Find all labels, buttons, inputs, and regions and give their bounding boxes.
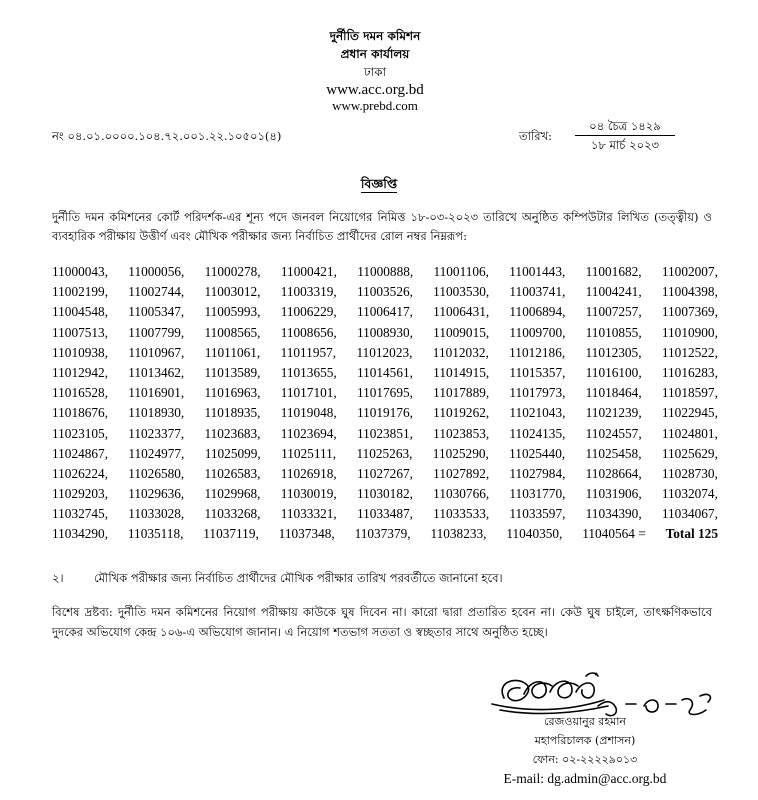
roll-number: 11005347, bbox=[128, 304, 185, 320]
roll-number: 11010855, bbox=[585, 324, 642, 340]
roll-number: 11024977, bbox=[128, 445, 185, 461]
signatory-designation: মহাপরিচালক (প্রশাসন) bbox=[534, 734, 636, 747]
roll-number: 11013589, bbox=[204, 364, 261, 380]
roll-number: 11000421, bbox=[280, 264, 337, 279]
roll-row bbox=[52, 323, 718, 343]
roll-number: 11003741, bbox=[509, 284, 566, 300]
roll-number: 11021239, bbox=[585, 405, 642, 421]
roll-number: 11007513, bbox=[52, 324, 109, 340]
signatory-email: E-mail: dg.admin@acc.org.bd bbox=[503, 771, 667, 786]
roll-number: 11002744, bbox=[128, 284, 185, 300]
website-prebd: www.prebd.com bbox=[332, 98, 418, 113]
notice-title: বিজ্ঞপ্তি bbox=[360, 176, 398, 191]
roll-number: 11024801, bbox=[661, 425, 718, 441]
roll-number: 11007257, bbox=[585, 304, 642, 320]
roll-number: 11024867, bbox=[52, 445, 109, 461]
roll-number: 11009015, bbox=[433, 324, 490, 340]
roll-number: 11024557, bbox=[585, 425, 642, 441]
roll-number: 11030182, bbox=[356, 486, 413, 502]
roll-number: 11023377, bbox=[128, 425, 185, 441]
roll-number: 11012942, bbox=[52, 364, 109, 380]
roll-number: 11003012, bbox=[204, 284, 261, 300]
roll-number: 11023105, bbox=[52, 425, 109, 441]
roll-number: 11019262, bbox=[433, 405, 490, 421]
roll-number: 11007799, bbox=[128, 324, 185, 340]
roll-number: 11034390, bbox=[585, 506, 642, 522]
date-label: তারিখ: bbox=[519, 129, 553, 143]
roll-number: 11025629, bbox=[661, 445, 718, 461]
roll-number: 11026918, bbox=[280, 465, 337, 481]
special-note: বিশেষ দ্রষ্টব্য: দুর্নীতি দমন কমিশনের নিয়োগ পরীক্ষায় কাউকে ঘুষ দিবেন না। কারো দ্বারা প্রতারিত হবেন না। কেউ ঘুষ চাইলে, তাৎক্ষণিকভাবে দুদকের অভিযোগ কেন্দ্র ১০৬-এ অভিযোগ জানান। এ নিয়োগ শতভাগ সততা ও স্বচ্ছতার সাথে অনুষ্ঠিত হচ্ছে। bbox=[52, 605, 712, 639]
roll-number: 11027984, bbox=[509, 465, 566, 481]
roll-number: 11023683, bbox=[204, 425, 261, 441]
roll-number: 11025440, bbox=[509, 445, 566, 461]
roll-number: 11010938, bbox=[52, 344, 109, 360]
roll-number: 11031770, bbox=[509, 486, 566, 502]
date-bangla: ০৪ চৈত্র ১৪২৯ bbox=[575, 117, 675, 136]
roll-number: 11012186, bbox=[509, 344, 566, 360]
roll-number: 11003530, bbox=[433, 284, 490, 300]
roll-row bbox=[52, 403, 718, 423]
signatory-block bbox=[455, 712, 715, 788]
roll-number: 11013462, bbox=[128, 364, 185, 380]
roll-number: 11016963, bbox=[204, 385, 261, 401]
roll-number: 11023694, bbox=[280, 425, 337, 441]
intro-paragraph: দুর্নীতি দমন কমিশনের কোর্ট পরিদর্শক-এর শূন্য পদে জনবল নিয়োগের নিমিত্ত ১৮-০৩-২০২৩ তারিখে অনুষ্ঠিত কম্পিউটার লিখিত (তত্ত্বীয়) ও ব্যবহারিক পরীক্ষায় উত্তীর্ণ এবং মৌখিক পরীক্ষার জন্য নির্বাচিত প্রার্থীদের রোল নম্বর নিম্নরূপ: bbox=[52, 210, 712, 243]
roll-number: 11017695, bbox=[356, 385, 413, 401]
roll-number: 11007369, bbox=[661, 304, 718, 320]
roll-row bbox=[52, 302, 718, 322]
roll-number: 11015357, bbox=[509, 364, 566, 380]
roll-number: 11000278, bbox=[204, 264, 261, 279]
roll-number: 11018930, bbox=[128, 405, 185, 421]
roll-row bbox=[52, 383, 718, 403]
roll-number: 11037379, bbox=[354, 526, 411, 542]
roll-number: 11003526, bbox=[356, 284, 413, 300]
roll-number: 11017973, bbox=[509, 385, 566, 401]
roll-number: 11029968, bbox=[204, 486, 261, 502]
roll-number: 11038233, bbox=[430, 526, 487, 542]
roll-number: 11006894, bbox=[509, 304, 566, 320]
roll-number: 11008930, bbox=[356, 324, 413, 340]
roll-number: 11012522, bbox=[661, 344, 718, 360]
roll-number: 11008565, bbox=[204, 324, 261, 340]
roll-number: 11037348, bbox=[278, 526, 335, 542]
roll-number: 11006229, bbox=[280, 304, 337, 320]
roll-number: 11012023, bbox=[356, 344, 413, 360]
roll-number: 11011957, bbox=[280, 344, 337, 360]
roll-number: 11019176, bbox=[356, 405, 413, 421]
roll-number: 11018935, bbox=[204, 405, 261, 421]
roll-number: 11016100, bbox=[585, 364, 642, 380]
website-acc: www.acc.org.bd bbox=[326, 82, 424, 98]
roll-row bbox=[52, 262, 718, 282]
roll-number: 11026583, bbox=[204, 465, 261, 481]
roll-number: 11004241, bbox=[585, 284, 642, 300]
roll-number: 11032074, bbox=[661, 486, 718, 502]
office-name: প্রধান কার্যালয় bbox=[340, 47, 410, 61]
roll-number: 11004398, bbox=[661, 284, 718, 300]
point-2-text: মৌখিক পরীক্ষার জন্য নির্বাচিত প্রার্থীদের মৌখিক পরীক্ষার তারিখ পরবর্তীতে জানানো হবে। bbox=[94, 571, 503, 585]
roll-number: 11002199, bbox=[52, 284, 109, 300]
roll-row bbox=[52, 504, 718, 524]
memo-date bbox=[575, 117, 675, 155]
roll-number: 11033321, bbox=[280, 506, 337, 522]
roll-number: 11016528, bbox=[52, 385, 109, 401]
roll-number-list bbox=[52, 262, 718, 545]
roll-number: 11032745, bbox=[52, 506, 109, 522]
signatory-phone: ফোন: ০২-২২২২৯০১৩ bbox=[532, 753, 638, 766]
roll-number: 11011061, bbox=[204, 344, 261, 360]
roll-number: 11004548, bbox=[52, 304, 109, 320]
org-name: দুর্নীতি দমন কমিশন bbox=[329, 29, 421, 43]
roll-number: 11024135, bbox=[509, 425, 566, 441]
roll-number: 11013655, bbox=[280, 364, 337, 380]
roll-row bbox=[52, 424, 718, 444]
roll-number: 11023853, bbox=[433, 425, 490, 441]
roll-number: 11000888, bbox=[357, 264, 414, 279]
roll-number: 11016901, bbox=[128, 385, 185, 401]
roll-number: 11033028, bbox=[128, 506, 185, 522]
roll-number: 11017889, bbox=[433, 385, 490, 401]
roll-number: 11000056, bbox=[128, 264, 185, 279]
roll-row bbox=[52, 343, 718, 363]
roll-number: 11017101, bbox=[280, 385, 337, 401]
roll-number: 11021043, bbox=[509, 405, 566, 421]
roll-row bbox=[52, 282, 718, 302]
roll-number: 11033597, bbox=[509, 506, 566, 522]
roll-number: 11006431, bbox=[433, 304, 490, 320]
roll-number: 11028730, bbox=[661, 465, 718, 481]
roll-number: 11002007, bbox=[661, 264, 718, 279]
signatory-name: রেজওয়ানুর রহমান bbox=[544, 715, 626, 728]
roll-number: 11025263, bbox=[356, 445, 413, 461]
point-2-number: ২। bbox=[52, 571, 64, 585]
roll-number: 11033533, bbox=[433, 506, 490, 522]
roll-number: 11000043, bbox=[52, 264, 109, 279]
roll-number: 11025290, bbox=[432, 445, 489, 461]
roll-number: 11014561, bbox=[356, 364, 413, 380]
roll-number: 11019048, bbox=[280, 405, 337, 421]
roll-number: 11001682, bbox=[585, 264, 642, 279]
roll-number: 11001443, bbox=[509, 264, 566, 279]
roll-number: 11027892, bbox=[433, 465, 490, 481]
roll-number: 11012032, bbox=[432, 344, 489, 360]
roll-number: 11025099, bbox=[204, 445, 261, 461]
roll-number: 11014915, bbox=[433, 364, 490, 380]
roll-number: 11025458, bbox=[585, 445, 642, 461]
roll-number: 11030019, bbox=[280, 486, 337, 502]
roll-row bbox=[52, 444, 718, 464]
point-2 bbox=[52, 570, 712, 589]
roll-number: 11035118, bbox=[127, 526, 184, 542]
roll-number: 11033487, bbox=[356, 506, 413, 522]
roll-number: 11029203, bbox=[52, 486, 109, 502]
roll-number: 11012305, bbox=[585, 344, 642, 360]
roll-number: 11023851, bbox=[356, 425, 413, 441]
city-name: ঢাকা bbox=[363, 65, 387, 79]
roll-number: 11027267, bbox=[356, 465, 413, 481]
roll-number: 11018676, bbox=[52, 405, 109, 421]
roll-number: 11029636, bbox=[128, 486, 185, 502]
roll-row bbox=[52, 464, 718, 484]
roll-number: 11022945, bbox=[661, 405, 718, 421]
roll-number: 11008656, bbox=[280, 324, 337, 340]
date-english: ১৮ মার্চ ২০২৩ bbox=[590, 138, 660, 152]
notice-title-wrap bbox=[0, 176, 758, 196]
roll-number: 11001106, bbox=[433, 264, 490, 279]
roll-number: 11016283, bbox=[661, 364, 718, 380]
roll-number: 11006417, bbox=[356, 304, 413, 320]
roll-number: 11018464, bbox=[585, 385, 642, 401]
roll-row bbox=[52, 363, 718, 383]
roll-number: 11033268, bbox=[204, 506, 261, 522]
roll-number: 11009700, bbox=[509, 324, 566, 340]
roll-number: 11034067, bbox=[661, 506, 718, 522]
roll-number: 11010900, bbox=[661, 324, 718, 340]
roll-number: 11018597, bbox=[661, 385, 718, 401]
roll-number: 11030766, bbox=[433, 486, 490, 502]
roll-number: 11026224, bbox=[52, 465, 109, 481]
roll-number: 11031906, bbox=[585, 486, 642, 502]
roll-number: 11003319, bbox=[280, 284, 337, 300]
roll-number: 11025111, bbox=[281, 445, 337, 461]
roll-number: 11040564 = bbox=[582, 526, 646, 542]
roll-number: 11037119, bbox=[203, 526, 259, 542]
roll-number: 11028664, bbox=[585, 465, 642, 481]
roll-number: 11026580, bbox=[128, 465, 185, 481]
roll-number: 11005993, bbox=[204, 304, 261, 320]
roll-row bbox=[52, 524, 718, 544]
roll-row bbox=[52, 484, 718, 504]
roll-total: Total 125 bbox=[665, 526, 718, 542]
roll-number: 11034290, bbox=[52, 526, 109, 542]
memo-reference: নং ০৪.০১.০০০০.১০৪.৭২.০০১.২২.১০৫০১(৪) bbox=[52, 129, 282, 143]
roll-number: 11040350, bbox=[506, 526, 563, 542]
roll-number: 11010967, bbox=[128, 344, 185, 360]
